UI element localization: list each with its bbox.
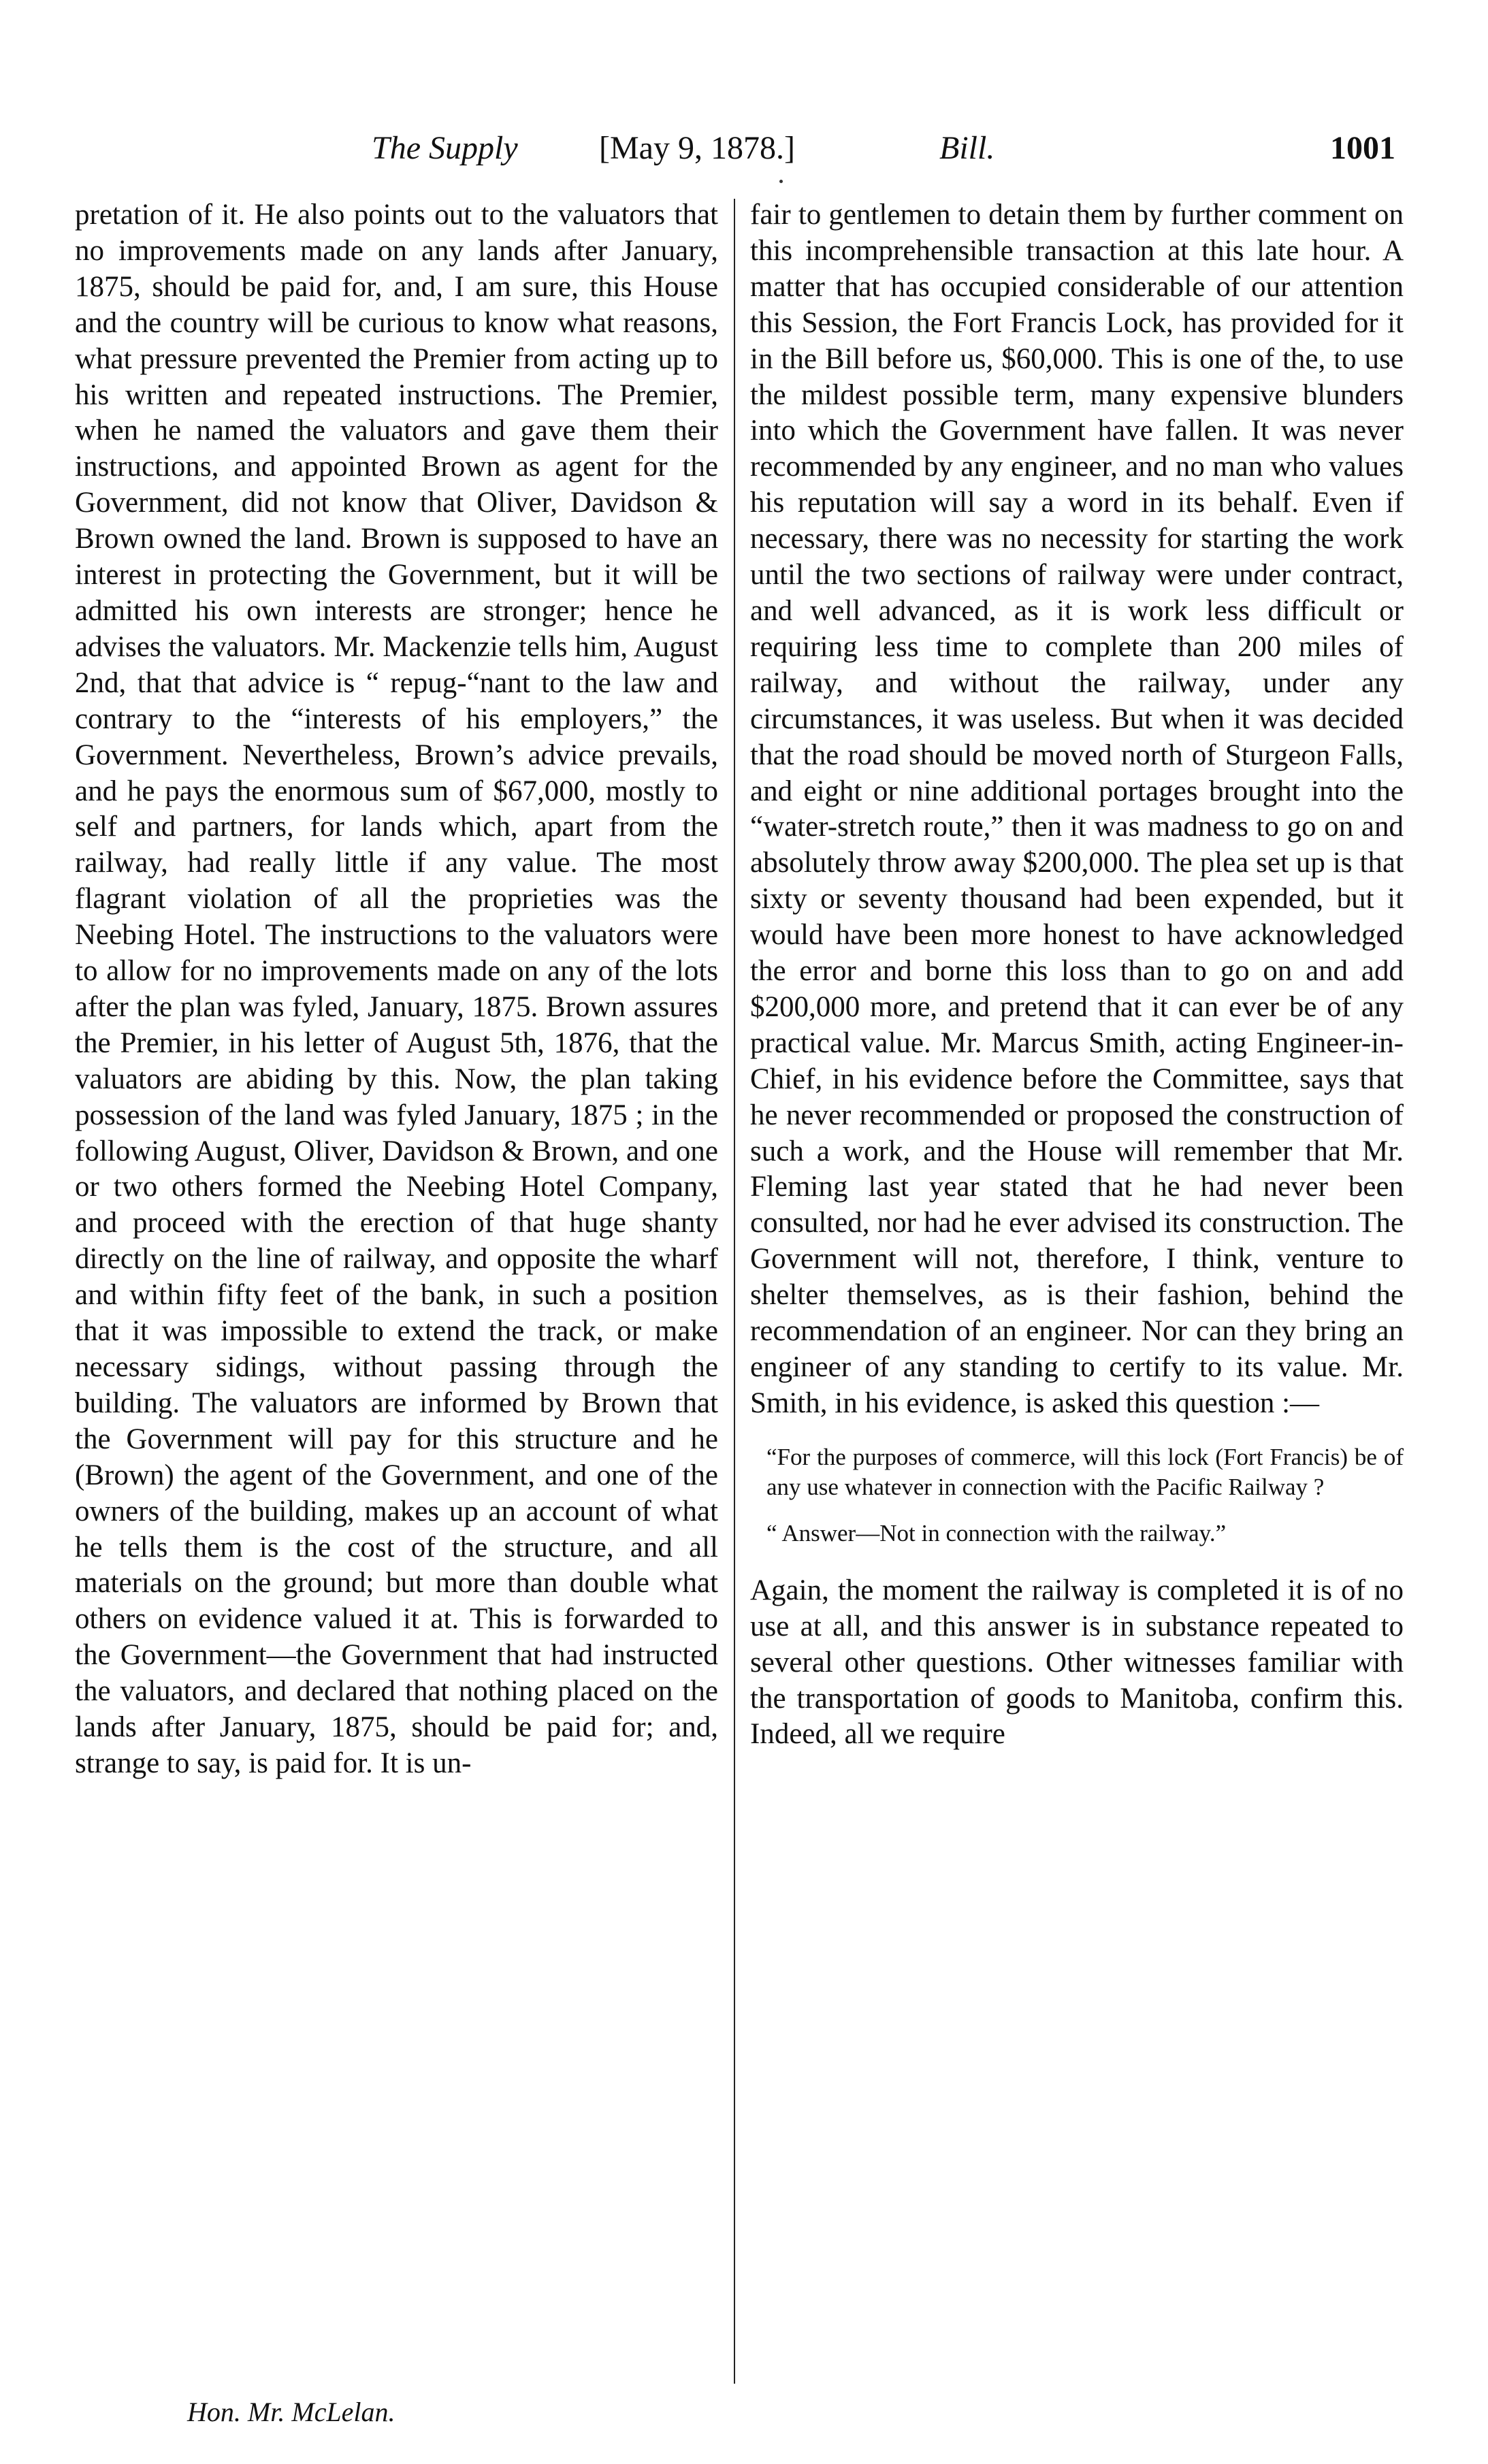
header-right: Bill. [939, 130, 995, 166]
right-paragraph-1: fair to gentlemen to detain them by further comment on this incomprehensible transaction at this late hour. A matter that has occupied considerable of our attention this Session, the Fort Francis Lock, has provided for it in the Bill before us, $60,000. This is one of the, to use the mildest possible term, many expensive blunders into which the Government have fallen. It was never recommended by any engineer, and no man who values his reputation will say a word in its behalf. Even if necessary, there was no necessity for starting the work until the two sections of railway were under contract, and well advanced, as it is work less difficult or requiring less time to complete than 200 miles of railway, and without the railway, under any circumstances, it was useless. But when it was decided that the road should be moved north of Sturgeon Falls, and eight or nine additional portages brought into the “water-stretch route,” then it was madness to go on and absolutely throw away $200,000. The plea set up is that sixty or seventy thousand had been expended, but it would have been more honest to have acknowledged the error and borne this loss than to go on and add $200,000 more, and pretend that it can ever be of any practical value. Mr. Marcus Smith, acting Engineer-in-Chief, in his evidence before the Committee, says that he never recommended or proposed the construction of such a work, and the House will remember that Mr. Fleming last year stated that he had never been consulted, nor had he ever advised its construction. The Government will not, therefore, I think, venture to shelter themselves, as is their fashion, behind the recommendation of an engineer. Nor can they bring an engineer of any standing to certify to its value. Mr. Smith, in his evidence, is asked this question :— [750, 199, 1404, 1419]
column-rule [734, 199, 735, 2384]
right-column [750, 197, 1404, 1753]
header-date: [May 9, 1878.] [599, 130, 795, 166]
print-speck [779, 180, 783, 183]
right-paragraph-2: Again, the moment the railway is completed it is of no use at all, and this answer is in substance repeated to several other questions. Other witnesses familiar with the transportation of goods to Manitoba, confirm this. Indeed, all we require [750, 1574, 1404, 1751]
page-number: 1001 [1330, 130, 1395, 166]
left-column [75, 197, 718, 1782]
header-left: The Supply [372, 130, 518, 166]
quote-answer: “ Answer—Not in connection with the railway.” [766, 1519, 1227, 1546]
quote-question: “For the purposes of commerce, will this lock (Fort Francis) be of any use whatever in connection with the Pacific Railway ? [766, 1443, 1404, 1500]
footer-speaker: Hon. Mr. McLelan. [187, 2397, 395, 2427]
left-paragraph: pretation of it. He also points out to the valuators that no improvements made on any lands after January, 1875, should be paid for, and, I am sure, this House and the country will be curious to know what reasons, what pressure prevented the Premier from acting up to his written and repeated instructions. The Premier, when he named the valuators and gave them their instructions, and appointed Brown as agent for the Government, did not know that Oliver, Davidson & Brown owned the land. Brown is supposed to have an interest in protecting the Government, but it will be admitted his own interests are stronger; hence he advises the valuators. Mr. Mackenzie tells him, August 2nd, that that advice is “ repug-“nant to the law and contrary to the “interests of his employers,” the Government. Nevertheless, Brown’s advice prevails, and he pays the enormous sum of $67,000, mostly to self and partners, for lands which, apart from the railway, had really little if any value. The most flagrant violation of all the proprieties was the Neebing Hotel. The instructions to the valuators were to allow for no improvements made on any of the lots after the plan was fyled, January, 1875. Brown assures the Premier, in his letter of August 5th, 1876, that the valuators are abiding by this. Now, the plan taking possession of the land was fyled January, 1875 ; in the following August, Oliver, Davidson & Brown, and one or two others formed the Neebing Hotel Company, and proceed with the erection of that huge shanty directly on the line of railway, and opposite the wharf and within fifty feet of the bank, in such a position that it was impossible to extend the track, or make necessary sidings, without passing through the building. The valuators are informed by Brown that the Government will pay for this structure and he (Brown) the agent of the Government, and one of the owners of the building, makes up an account of what he tells them is the cost of the structure, and all materials on the ground; but more than double what others on evidence valued it at. This is forwarded to the Government—the Government that had instructed the valuators, and declared that nothing placed on the lands after January, 1875, should be paid for; and, strange to say, is paid for. It is un- [75, 199, 718, 1779]
running-header [354, 121, 1395, 176]
